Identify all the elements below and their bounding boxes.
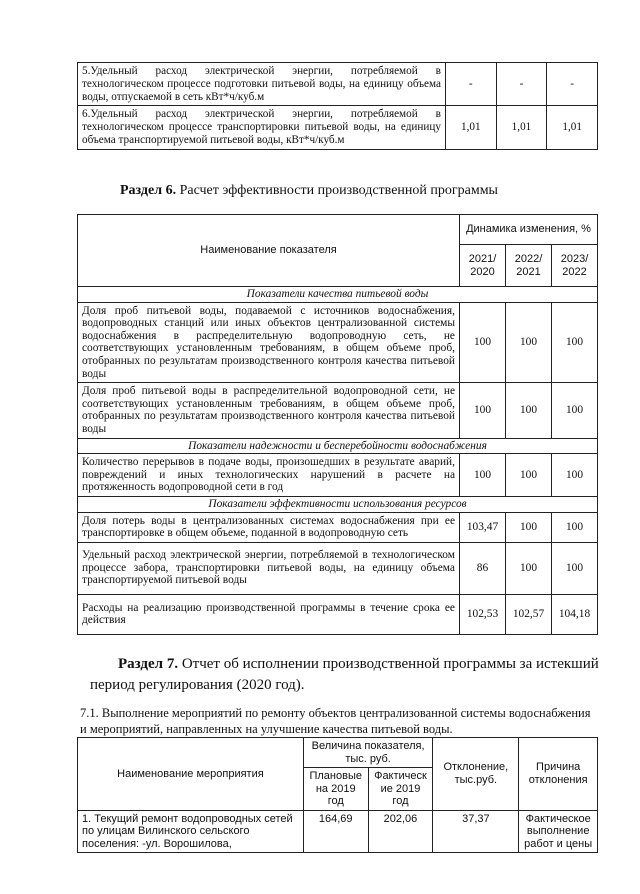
row-value: 100 xyxy=(552,542,598,594)
row-value: 1,01 xyxy=(496,106,547,149)
row-label: Доля проб питьевой воды, подаваемой с источников водоснабжения, водопроводных станций или иных объектов централизованной системы водоснабжения в распределительную водопроводную сеть, не соответствующих установленным требованиям, в общем объеме проб, отобранных по результатам производственного контроля качества питьевой воды xyxy=(78,302,460,383)
value-header: Величина показателя, тыс. руб. xyxy=(303,738,432,768)
paragraph-7-1: 7.1. Выполнение мероприятий по ремонту объектов централизованной системы водоснабжения и мероприятий, направленных на улучшение качества питьевой воды. xyxy=(80,706,591,736)
row-value: 100 xyxy=(552,454,598,497)
events-table xyxy=(77,737,598,853)
row-value: 103,47 xyxy=(460,512,506,542)
section-row xyxy=(78,287,598,303)
header-row xyxy=(78,215,598,245)
year-header: 2021/ 2020 xyxy=(460,245,506,287)
row-value: - xyxy=(547,63,598,106)
table-row xyxy=(78,542,598,594)
section-title: Показатели надежности и бесперебойности водоснабжения xyxy=(78,438,598,454)
row-value: 100 xyxy=(552,512,598,542)
section-6-label: Раздел 6. xyxy=(120,183,177,198)
event-name: 1. Текущий ремонт водопроводных сетей по улицам Вилинского сельского поселения: -ул. Ворошилова, xyxy=(78,810,304,853)
section-row xyxy=(78,438,598,454)
row-value: - xyxy=(496,63,547,106)
name-header: Наименование показателя xyxy=(78,215,460,287)
row-value: 102,57 xyxy=(506,594,552,634)
year-header: 2022/ 2021 xyxy=(506,245,552,287)
deviation-value: 37,37 xyxy=(433,810,519,853)
row-value: 100 xyxy=(506,302,552,383)
row-value: 100 xyxy=(506,454,552,497)
table-row xyxy=(78,106,598,149)
row-value: 100 xyxy=(460,383,506,438)
row-label: 5.Удельный расход электрической энергии, потребляемой в технологическом процессе подготовки питьевой воды, на единицу объема воды, отпускаемой в сеть кВт*ч/куб.м xyxy=(78,63,446,106)
row-value: 100 xyxy=(506,542,552,594)
row-value: 102,53 xyxy=(460,594,506,634)
event-name-header: Наименование мероприятия xyxy=(78,738,304,811)
section-row xyxy=(78,496,598,512)
row-value: 100 xyxy=(460,302,506,383)
table-row xyxy=(78,594,598,634)
actual-header: Фактическ ие 2019 год xyxy=(368,768,433,811)
row-label: Доля проб питьевой воды в распределительной водопроводной сети, не соответствующих установленным требованиям, в общем объеме проб, отобранных по результатам производственного контроля качества питьевой воды xyxy=(78,383,460,438)
row-label: Количество перерывов в подаче воды, произошедших в результате аварий, повреждений и иных технологических нарушений в расчете на протяженность водопроводной сети в год xyxy=(78,454,460,497)
row-value: 104,18 xyxy=(552,594,598,634)
actual-value: 202,06 xyxy=(368,810,433,853)
table-row xyxy=(78,810,598,853)
row-label: Удельный расход электрической энергии, потребляемой в технологическом процессе забора, транспортировки питьевой воды, на единицу объема транспортируемой питьевой воды xyxy=(78,542,460,594)
header-row xyxy=(78,738,598,768)
section-6-heading xyxy=(120,183,498,199)
row-value: 86 xyxy=(460,542,506,594)
table-row xyxy=(78,383,598,438)
top-indicators-table xyxy=(77,62,598,150)
reason-header: Причина отклонения xyxy=(519,738,598,811)
section-title: Показатели эффективности использования ресурсов xyxy=(78,496,598,512)
dynamics-header: Динамика изменения, % xyxy=(460,215,598,245)
row-value: 1,01 xyxy=(445,106,496,149)
section-7-heading xyxy=(90,654,610,696)
row-value: 100 xyxy=(506,512,552,542)
year-header: 2023/ 2022 xyxy=(552,245,598,287)
row-label: Доля потерь воды в централизованных системах водоснабжения при ее транспортировке в общем объеме, поданной в водопроводную сеть xyxy=(78,512,460,542)
row-value: 100 xyxy=(552,383,598,438)
row-value: 100 xyxy=(460,454,506,497)
deviation-header: Отклонение, тыс.руб. xyxy=(433,738,519,811)
section-6-title: Расчет эффективности производственной программы xyxy=(179,183,498,198)
planned-header: Плановые на 2019 год xyxy=(303,768,368,811)
section-title: Показатели качества питьевой воды xyxy=(78,287,598,303)
table-row xyxy=(78,63,598,106)
section-7-label: Раздел 7. xyxy=(118,656,179,672)
section-7-title: Отчет об исполнении производственной программы за истекший период регулирования (2020 год). xyxy=(90,656,599,693)
table-row xyxy=(78,512,598,542)
row-value: - xyxy=(445,63,496,106)
row-value: 100 xyxy=(506,383,552,438)
row-value: 100 xyxy=(552,302,598,383)
row-label: Расходы на реализацию производственной программы в течение срока ее действия xyxy=(78,594,460,634)
planned-value: 164,69 xyxy=(303,810,368,853)
efficiency-table xyxy=(77,214,598,635)
table-row xyxy=(78,454,598,497)
row-label: 6.Удельный расход электрической энергии, потребляемой в технологическом процессе транспортировки питьевой воды, на единицу объема транспортируемой питьевой воды, кВт*ч/куб.м xyxy=(78,106,446,149)
table-row xyxy=(78,302,598,383)
reason-value: Фактическое выполнение работ и цены xyxy=(519,810,598,853)
row-value: 1,01 xyxy=(547,106,598,149)
